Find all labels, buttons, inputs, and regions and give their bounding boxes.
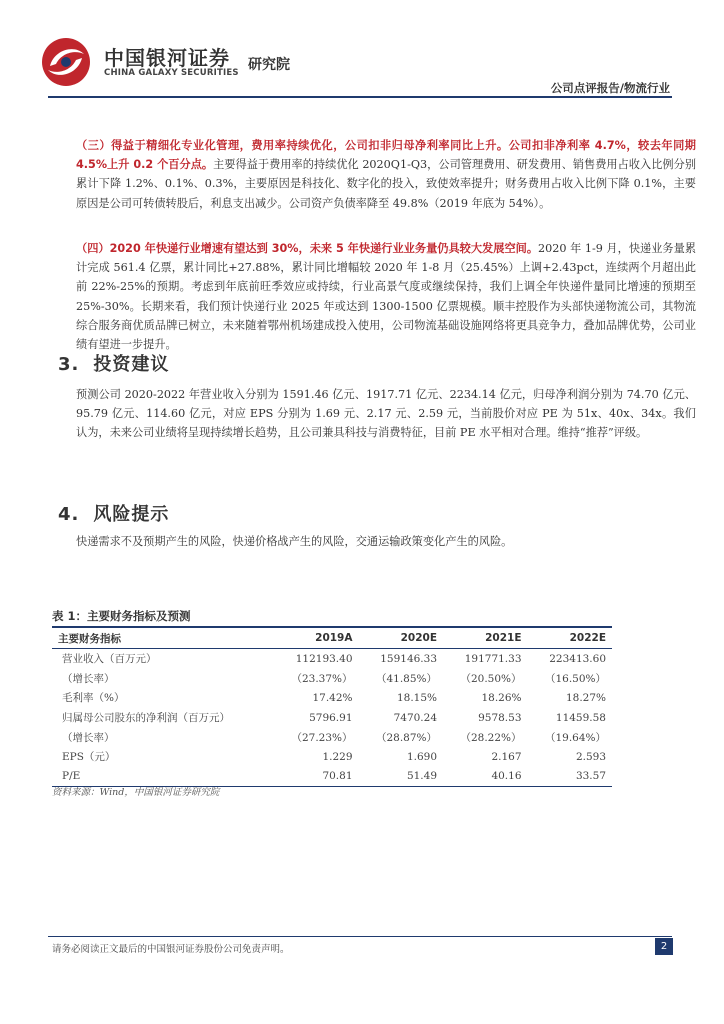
table-cell: 18.15% [396, 691, 437, 704]
table-cell: （20.50%） [460, 672, 522, 685]
table-header-cell: 2021E [443, 627, 528, 649]
table-source-note: 资料来源：Wind，中国银河证券研究院 [52, 787, 220, 798]
table-cell-label: 营业收入（百万元） [62, 653, 157, 666]
table-cell: 191771.33 [464, 652, 522, 665]
paragraph-lead: （三）得益于精细化专业化管理，费用率持续优化，公司扣非归母净利率同比上升。公司扣非净利率 4.7%，较去年同期 4.5%上升 0.2 个百分点。 [76, 139, 696, 172]
table-cell: 159146.33 [380, 652, 437, 665]
table-cell: 51.49 [359, 767, 444, 787]
table-cell: 2.593 [575, 750, 606, 763]
table-cell: 9578.53 [478, 711, 522, 724]
department-label: 研究院 [248, 57, 290, 73]
table-row [52, 649, 612, 669]
table-caption: 表 1：主要财务指标及预测 [52, 609, 191, 623]
page-number: 2 [655, 938, 673, 955]
table-row [52, 747, 612, 767]
section-number: 3. [58, 354, 80, 375]
header-divider [48, 96, 672, 98]
table-header-cell: 2019A [274, 627, 359, 649]
table-cell: 2.167 [491, 750, 522, 763]
table-cell: （16.50%） [544, 672, 606, 685]
table-header-cell: 2020E [359, 627, 444, 649]
section-title: 投资建议 [93, 354, 170, 375]
logo-text-en: CHINA GALAXY SECURITIES [104, 68, 239, 78]
table-cell: 1.690 [406, 750, 437, 763]
risk-body: 快递需求不及预期产生的风险，快递价格战产生的风险，交通运输政策变化产生的风险。 [76, 535, 513, 548]
table-cell: 17.42% [312, 691, 353, 704]
table-cell: 40.16 [443, 767, 528, 787]
footer-divider [48, 936, 672, 937]
section-heading-investment [58, 350, 169, 376]
table-cell: （27.23%） [291, 731, 353, 744]
financial-table [52, 626, 612, 787]
table-cell: （28.87%） [375, 731, 437, 744]
galaxy-logo-icon [40, 36, 92, 88]
table-header-cell: 2022E [528, 627, 613, 649]
table-cell: 5796.91 [309, 711, 353, 724]
table-cell: 223413.60 [549, 652, 606, 665]
table-cell: （41.85%） [375, 672, 437, 685]
paragraph-lead: （四）2020 年快递行业增速有望达到 30%，未来 5 年快递行业业务量仍具较大发展空间。 [76, 242, 539, 255]
table-cell: （23.37%） [291, 672, 353, 685]
paragraph-body: 2020 年 1-9 月，快递业务量累计完成 561.4 亿票，累计同比+27.88%，累计同比增幅较 2020 年 1-8 月（25.45%）上调+2.43pct，连续两个月超出此前 22%-25%的预期。考虑到年底前旺季效应或持续，行业高景气度或继续保持，我们上调全年快递件量同比增速的预期至 25%-30%。长期来看，我们预计快递行业 2025 年或达到 1300-1500 亿票规模。顺丰控股作为头部快递物流公司，其物流综合服务商优质品牌已树立，未来随着鄂州机场建成投入使用，公司物流基础设施网络将更具竞争力，叠加品牌优势，公司业绩有望进一步提升。 [76, 242, 697, 352]
table-cell: 70.81 [274, 767, 359, 787]
section-title: 风险提示 [93, 504, 170, 525]
table-cell: （28.22%） [460, 731, 522, 744]
table-cell: （19.64%） [544, 731, 606, 744]
investment-advice-body: 预测公司 2020-2022 年营业收入分别为 1591.46 亿元、1917.71 亿元、2234.14 亿元，归母净利润分别为 74.70 亿元、95.79 亿元、114.60 亿元，对应 EPS 分别为 1.69 元、2.17 元、2.59 元，当前股价对应 PE 为 51x、40x、34x。我们认为，未来公司业绩将呈现持续增长趋势，且公司兼具科技与消费特征，目前 PE 水平相对合理。维持“推荐”评级。 [76, 388, 696, 440]
table-cell-label: EPS（元） [62, 751, 116, 764]
report-category: 公司点评报告/物流行业 [550, 81, 670, 95]
table-cell: 11459.58 [555, 711, 606, 724]
table-cell-label: P/E [52, 767, 274, 787]
table-cell: 33.57 [528, 767, 613, 787]
table-header-row [52, 627, 612, 649]
section-number: 4. [58, 504, 80, 525]
table-cell: 1.229 [322, 750, 353, 763]
paragraph-expense-optimization [52, 136, 696, 213]
table-cell: 112193.40 [295, 652, 353, 665]
table-cell-label: （增长率） [62, 731, 115, 744]
table-row [52, 669, 612, 689]
footer-disclaimer: 请务必阅读正文最后的中国银河证券股份公司免责声明。 [52, 944, 290, 955]
section-heading-risk [58, 500, 169, 526]
table-row [52, 727, 612, 747]
table-cell: 7470.24 [393, 711, 437, 724]
table-cell-label: 归属母公司股东的净利润（百万元） [62, 712, 230, 725]
table-header-cell: 主要财务指标 [52, 627, 274, 649]
table-row [52, 708, 612, 728]
logo-text-cn: 中国银河证券 [104, 46, 230, 70]
table-cell: 18.26% [481, 691, 522, 704]
table-row [52, 688, 612, 708]
table-cell-label: （增长率） [62, 672, 115, 685]
paragraph-body: 主要得益于费用率的持续优化 2020Q1-Q3，公司管理费用、研发费用、销售费用占收入比例分别累计下降 1.2%、0.1%、0.3%，主要原因是科技化、数字化的投入，致使效率提升；财务费用占收入比例下降 0.1%，主要原因是公司可转债转股后，利息支出减少。公司资产负债率降至 49.8%（2019 年底为 54%）。 [76, 158, 697, 210]
table-cell: 18.27% [565, 691, 606, 704]
paragraph-industry-growth [52, 239, 696, 354]
table-cell-label: 毛利率（%） [62, 692, 125, 705]
